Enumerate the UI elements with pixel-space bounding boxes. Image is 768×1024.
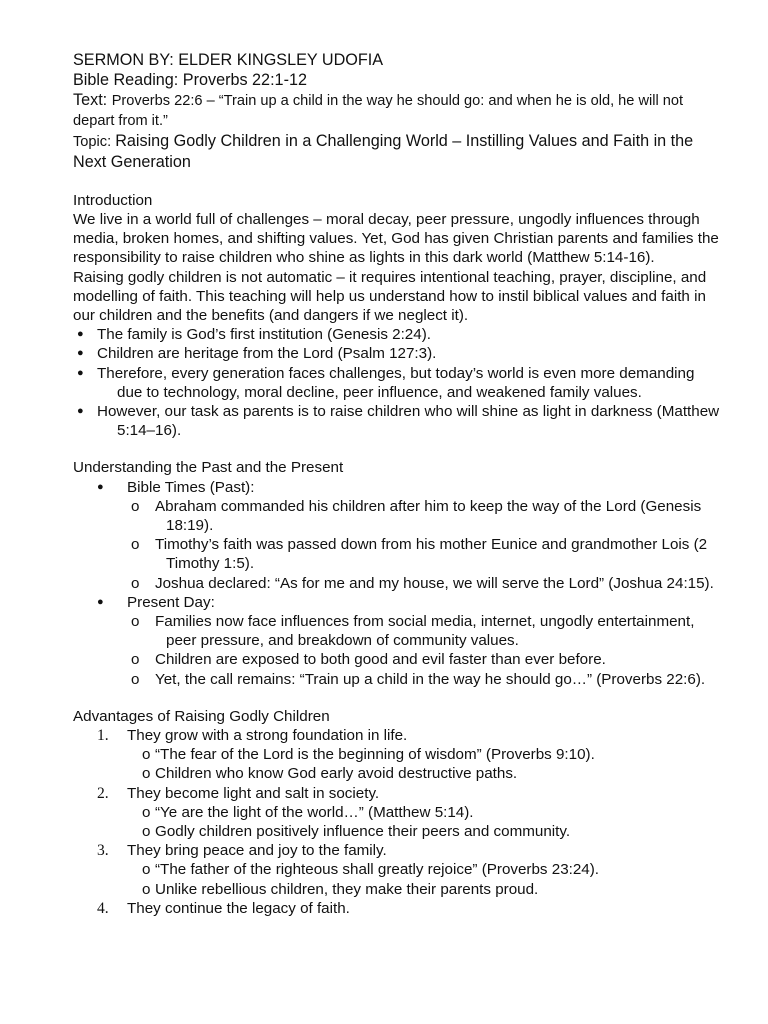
list-item: o “The father of the righteous shall greatly rejoice” (Proverbs 23:24).	[142, 861, 600, 879]
list-item: 2. They become light and salt in society.	[97, 784, 380, 802]
present-day-sublist	[73, 612, 723, 689]
advantages-sublist-2	[73, 803, 723, 841]
advantages-list	[73, 726, 723, 745]
list-item: ● However, our task as parents is to raise children who will shine as light in darkness (Matthew 5:14–16).	[73, 402, 723, 440]
text-line	[73, 91, 723, 133]
introduction-paragraph-2: Raising godly children is not automatic – it requires intentional teaching, prayer, discipline, and modelling of faith. This teaching will help us understand how to instil biblical values and faith in our children and the benefits (and dangers if we neglect it).	[73, 268, 707, 324]
list-item	[73, 593, 723, 612]
list-item: o Families now face influences from social media, internet, ungodly entertainment, peer pressure, and breakdown of community values.	[131, 613, 695, 650]
list-item	[73, 478, 723, 497]
advantages-sublist-1	[73, 745, 723, 783]
list-item: o Timothy’s faith was passed down from his mother Eunice and grandmother Lois (2 Timothy 1:5).	[131, 536, 708, 573]
list-item: o Abraham commanded his children after him to keep the way of the Lord (Genesis 18:19).	[131, 497, 702, 535]
list-item: ● Therefore, every generation faces challenges, but today’s world is even more demanding due to technology, moral decline, peer influence, and weakened family values.	[73, 364, 723, 402]
topic-value: Raising Godly Children in a Challenging World – Instilling Values and Faith in the Next Generation	[73, 132, 694, 171]
list-item: o Joshua declared: “As for me and my house, we will serve the Lord” (Joshua 24:15).	[131, 574, 714, 592]
list-item: o Children are exposed to both good and evil faster than ever before.	[131, 651, 606, 669]
list-item: o Unlike rebellious children, they make their parents proud.	[142, 880, 539, 898]
topic-label: Topic:	[73, 134, 116, 151]
present-day-label: Present Day:	[127, 593, 215, 611]
list-item: 3. They bring peace and joy to the family.	[97, 842, 387, 860]
bible-times-label: Bible Times (Past):	[127, 478, 255, 496]
introduction-bullets	[73, 325, 723, 440]
list-item: ● The family is God’s first institution (Genesis 2:24).	[73, 325, 723, 344]
list-item: o Children who know God early avoid destructive paths.	[142, 765, 518, 783]
advantages-list-3	[73, 841, 723, 860]
list-item: 4. They continue the legacy of faith.	[97, 899, 350, 917]
list-item: o “The fear of the Lord is the beginning of wisdom” (Proverbs 9:10).	[142, 746, 595, 764]
list-item: ● Children are heritage from the Lord (Psalm 127:3).	[73, 344, 723, 363]
advantages-list-2	[73, 784, 723, 803]
bible-times-sublist	[73, 497, 723, 593]
present-day-list	[73, 593, 723, 612]
advantages-list-4	[73, 899, 723, 918]
introduction-heading: Introduction	[73, 191, 153, 209]
text-value: Proverbs 22:6 – “Train up a child in the way he should go: and when he is old, he will not depart from it.”	[73, 92, 684, 130]
advantages-heading: Advantages of Raising Godly Children	[73, 707, 330, 725]
past-present-heading: Understanding the Past and the Present	[73, 459, 344, 477]
list-item: o “Ye are the light of the world…” (Matthew 5:14).	[142, 803, 474, 821]
list-item: 1. They grow with a strong foundation in life.	[97, 727, 408, 745]
sermon-page	[73, 51, 723, 918]
past-present-list	[73, 478, 723, 497]
introduction-paragraph-1: We live in a world full of challenges – moral decay, peer pressure, ungodly influences through media, broken homes, and shifting values. Yet, God has given Christian parents and families the responsibility to raise children who shine as lights in this dark world (Matthew 5:14-16).	[73, 210, 719, 267]
text-label: Text:	[73, 90, 112, 109]
advantages-sublist-3	[73, 860, 723, 898]
list-item: o Godly children positively influence their peers and community.	[142, 823, 571, 841]
bible-reading: Bible Reading: Proverbs 22:1-12	[73, 70, 307, 89]
sermon-author: SERMON BY: ELDER KINGSLEY UDOFIA	[73, 51, 384, 69]
list-item: o Yet, the call remains: “Train up a child in the way he should go…” (Proverbs 22:6).	[131, 670, 706, 688]
topic-line	[73, 132, 723, 173]
